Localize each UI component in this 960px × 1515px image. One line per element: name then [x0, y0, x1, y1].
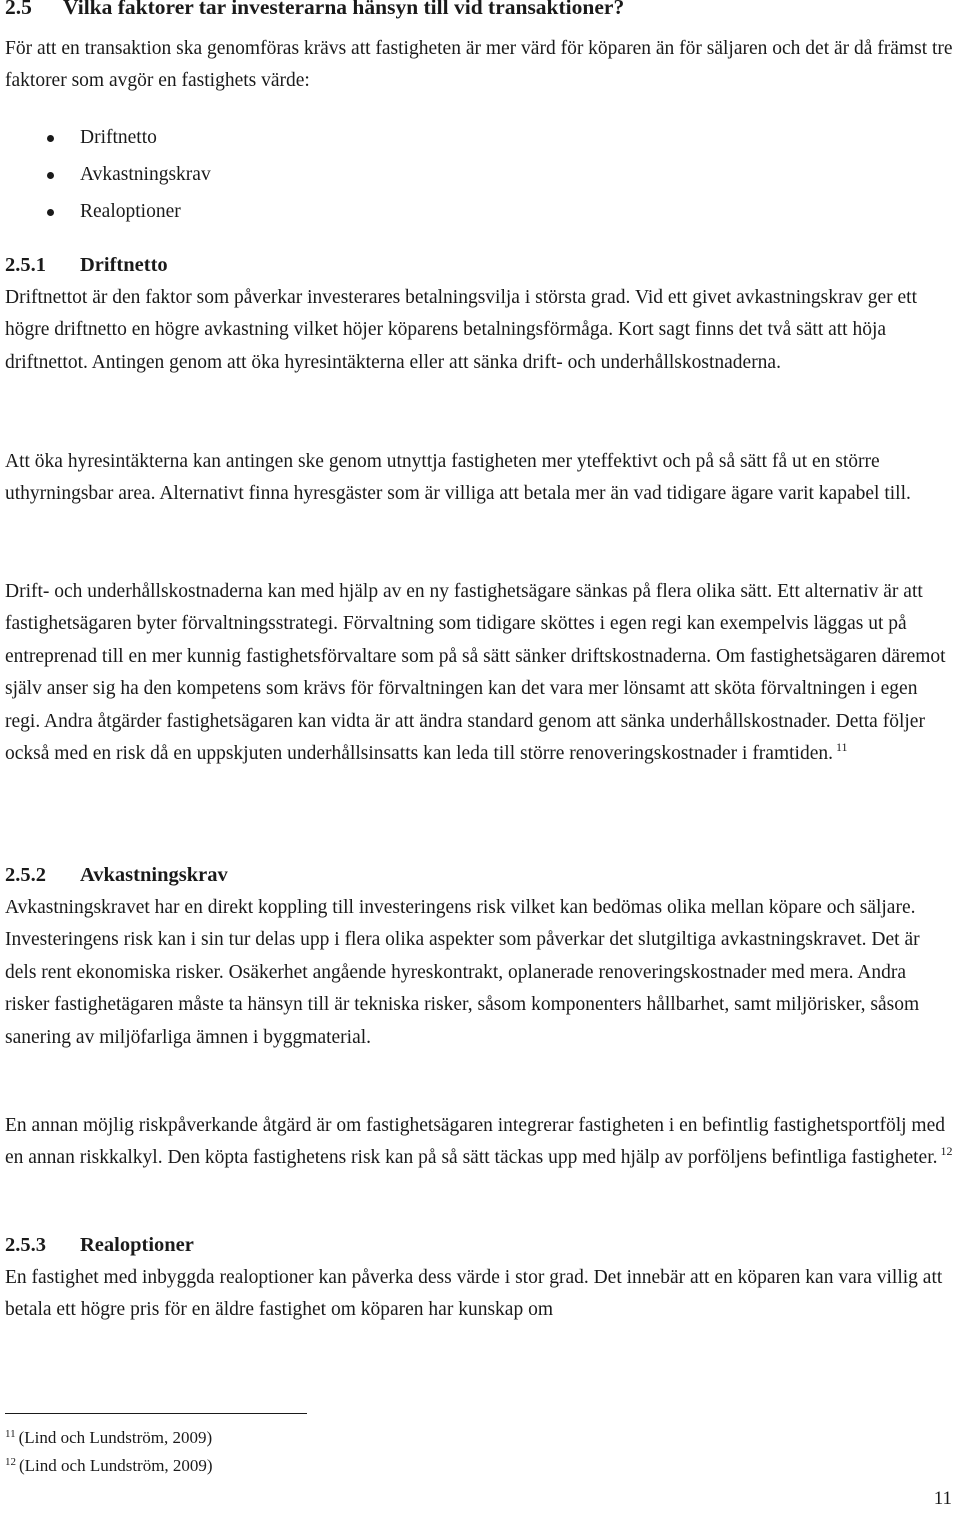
paragraph: Att öka hyresintäkterna kan antingen ske genom utnyttja fastigheten mer yteffektivt och på så sätt få ut en större uthyrningsbar area. Alternativt finna hyresgäster som är villiga att betala mer än vad tidigare ägare varit kapabel till. — [5, 451, 911, 505]
footnote — [5, 1422, 213, 1450]
section-number: 2.5 — [5, 0, 32, 19]
subsection-heading — [5, 1230, 955, 1260]
footnote-number: 12 — [5, 1456, 16, 1468]
subsection-heading — [5, 250, 955, 280]
footnote — [5, 1450, 213, 1478]
section-intro-block — [5, 33, 955, 98]
footnotes — [5, 1422, 213, 1478]
factor-item: Driftnetto — [5, 119, 955, 156]
subsection-title: Avkastningskrav — [80, 864, 228, 886]
subsection-title: Realoptioner — [80, 1234, 194, 1256]
paragraph: Avkastningskravet har en direkt koppling till investeringens risk vilket kan bedömas olika mellan köpare och säljare. Investeringens risk kan i sin tur delas upp i flera olika aspekter som påverkar det slutgiltiga avkastningskravet. Det är dels rent ekonomiska risker. Osäkerhet angående hyreskontrakt, oplanerade renoveringskostnader med mera. Andra risker fastighetägaren måste ta hänsyn till är tekniska risker, såsom komponenters hållbarhet, samt miljörisker, såsom sanering av miljöfarliga ämnen i byggmaterial. — [5, 897, 920, 1048]
subsection-title: Driftnetto — [80, 254, 168, 276]
subsection-heading — [5, 860, 955, 890]
avkastningskrav-paragraph-2 — [5, 1110, 955, 1175]
subsection-driftnetto-heading-block — [5, 250, 955, 280]
paragraph — [5, 1110, 955, 1175]
factor-item: Realoptioner — [5, 193, 955, 230]
subsection-number: 2.5.3 — [5, 1234, 46, 1256]
footnote-divider — [5, 1413, 307, 1414]
factor-list — [5, 119, 955, 230]
factor-item: Avkastningskrav — [5, 156, 955, 193]
subsection-number: 2.5.2 — [5, 864, 46, 886]
page-number: 11 — [933, 1488, 952, 1509]
paragraph: Driftnettot är den faktor som påverkar investerares betalningsvilja i största grad. Vid ett givet avkastningskrav ger ett högre driftnetto en högre avkastning vilket höjer köparens betalningsförmåga. Kort sagt finns det två sätt att höja driftnettot. Antingen genom att öka hyresintäkterna eller att sänka drift- och underhållskostnaderna. — [5, 287, 917, 373]
paragraph-text: En annan möjlig riskpåverkande åtgärd är om fastighetsägaren integrerar fastigheten i en befintlig fastighetsportfölj med en annan riskkalkyl. Den köpta fastighetens risk kan på så sätt täckas upp med hjälp av porföljens befintliga fastigheter. — [5, 1115, 946, 1169]
avkastningskrav-paragraph-1 — [5, 892, 955, 1054]
section-intro: För att en transaktion ska genomföras krävs att fastigheten är mer värd för köparen än för säljaren och det är då främst tre faktorer som avgör en fastighets värde: — [5, 38, 953, 92]
subsection-realoptioner-heading-block — [5, 1230, 955, 1260]
paragraph — [5, 576, 955, 770]
driftnetto-paragraph-3 — [5, 576, 955, 770]
footnote-reference[interactable]: 12 — [940, 1144, 953, 1159]
subsection-number: 2.5.1 — [5, 254, 46, 276]
footnote-reference[interactable]: 11 — [836, 740, 848, 755]
driftnetto-paragraph-1 — [5, 282, 955, 379]
footnote-text: (Lind och Lundström, 2009) — [19, 1456, 213, 1475]
driftnetto-paragraph-2 — [5, 446, 955, 511]
footnote-number: 11 — [5, 1428, 16, 1440]
section-heading — [5, 0, 624, 23]
paragraph-text: Drift- och underhållskostnaderna kan med hjälp av en ny fastighetsägare sänkas på flera olika sätt. Ett alternativ är att fastighetsägaren byter förvaltningsstrategi. Förvaltning som tidigare sköttes i egen regi kan exempelvis läggas ut på entreprenad till en mer kunnig fastighetsförvaltare som på så sätt sänker driftskostnaderna. Om fastighetsägaren däremot själv anser sig ha den kompetens som krävs för förvaltningen kan det vara mer lönsamt att sköta förvaltningen i egen regi. Andra åtgärder fastighetsägaren kan vidta är att ändra standard genom att sänka underhållskostnader. Detta följer också med en risk då en uppskjuten underhållsinsatts kan leda till större renoveringskostnader i framtiden. — [5, 581, 946, 765]
realoptioner-paragraph-1 — [5, 1262, 955, 1327]
paragraph: En fastighet med inbyggda realoptioner kan påverka dess värde i stor grad. Det innebär att en köparen kan vara villig att betala ett högre pris för en äldre fastighet om köparen har kunskap om — [5, 1267, 943, 1321]
footnote-text: (Lind och Lundström, 2009) — [18, 1428, 213, 1447]
section-title: Vilka faktorer tar investerarna hänsyn till vid transaktioner? — [63, 0, 625, 19]
subsection-avkastningskrav-heading-block — [5, 860, 955, 890]
factor-list-block — [5, 119, 955, 230]
